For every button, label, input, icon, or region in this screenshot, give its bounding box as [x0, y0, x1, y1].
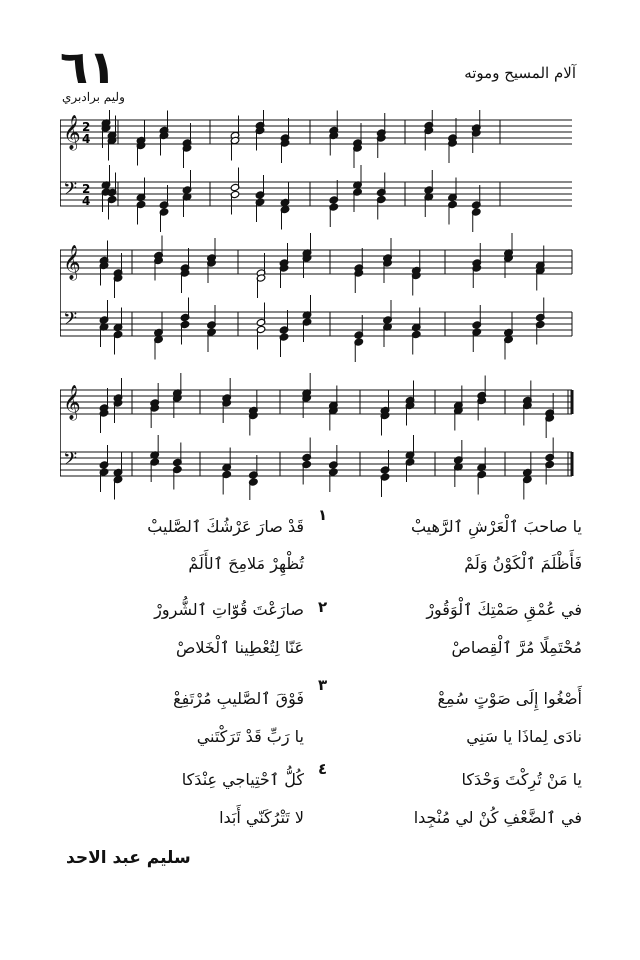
- bass-clef-icon: 𝄢: [63, 179, 78, 204]
- verse-1-line-1-right: يا صاحبَ ٱلْعَرْشِ ٱلرَّهيبْ: [410, 517, 582, 536]
- treble-clef-icon: 𝄞: [63, 115, 81, 150]
- verse-4-line-2-right: في ٱلضَّعْفِ كُنْ لي مُنْجِدا: [413, 808, 582, 827]
- verse-1-line-2-right: فَأَظْلَمَ ٱلْكَوْنُ وَلَمْ: [464, 554, 582, 573]
- lyricist-name: سليم عبد الاحد: [66, 848, 191, 868]
- bass-clef-icon: 𝄢: [63, 309, 78, 334]
- verse-4-line-2-left: لا تَتْرُكَنّي أَبَدا: [219, 808, 304, 827]
- verse-3-line-1-left: فَوْقَ ٱلصَّليبِ مُرْتَفِعْ: [173, 689, 304, 708]
- time-signature-bottom: 4: [82, 194, 91, 208]
- verse-4-line-1-right: يا مَنْ تُرِكْتَ وَحْدَكا: [461, 770, 582, 789]
- verse-2-line-2-right: مُحْتَمِلًا مُرَّ ٱلْقِصاصْ: [451, 638, 582, 657]
- hymn-number: ٦١: [60, 40, 117, 94]
- verse-3-line-1-right: أَصْغُوا إِلَى صَوْتٍ سُمِعْ: [437, 689, 582, 708]
- treble-clef-icon: 𝄞: [63, 245, 81, 280]
- verse-3-line-2-left: يا رَبِّ قَدْ تَرَكْتَني: [196, 727, 304, 746]
- verse-2-line-2-left: عَنّا لِتُعْطِينا ٱلْخَلاصْ: [176, 638, 304, 657]
- verse-number-2: ٢: [318, 598, 328, 616]
- verse-2-line-1-left: صارَعْتَ قُوّاتِ ٱلشُّرورْ: [154, 600, 304, 619]
- hymn-title: آلام المسيح وموته: [464, 64, 576, 82]
- verse-4-line-1-left: كُلُّ ٱحْتِياجي عِنْدَكا: [181, 770, 304, 789]
- bass-clef-icon: 𝄢: [63, 449, 78, 474]
- verse-number-4: ٤: [318, 760, 328, 778]
- verse-number-3: ٣: [318, 676, 328, 694]
- verse-number-1: ١: [318, 506, 328, 524]
- verse-1-line-1-left: قَدْ صارَ عَرْشُكَ ٱلصَّليبْ: [147, 517, 304, 536]
- treble-clef-icon: 𝄞: [63, 385, 81, 420]
- time-signature-bottom: 4: [82, 132, 91, 146]
- verse-3-line-2-right: نادَى لِماذَا يا سَنِي: [466, 727, 582, 746]
- verse-1-line-2-left: تُظْهِرْ مَلامِحَ ٱلأَلَمْ: [188, 554, 304, 573]
- time-signature-top: 2: [82, 120, 91, 134]
- composer-name: وليم برادبري: [62, 90, 125, 104]
- verse-2-line-1-right: في عُمْقِ صَمْتِكَ ٱلْوَقُورْ: [426, 600, 582, 619]
- time-signature-top: 2: [82, 182, 91, 196]
